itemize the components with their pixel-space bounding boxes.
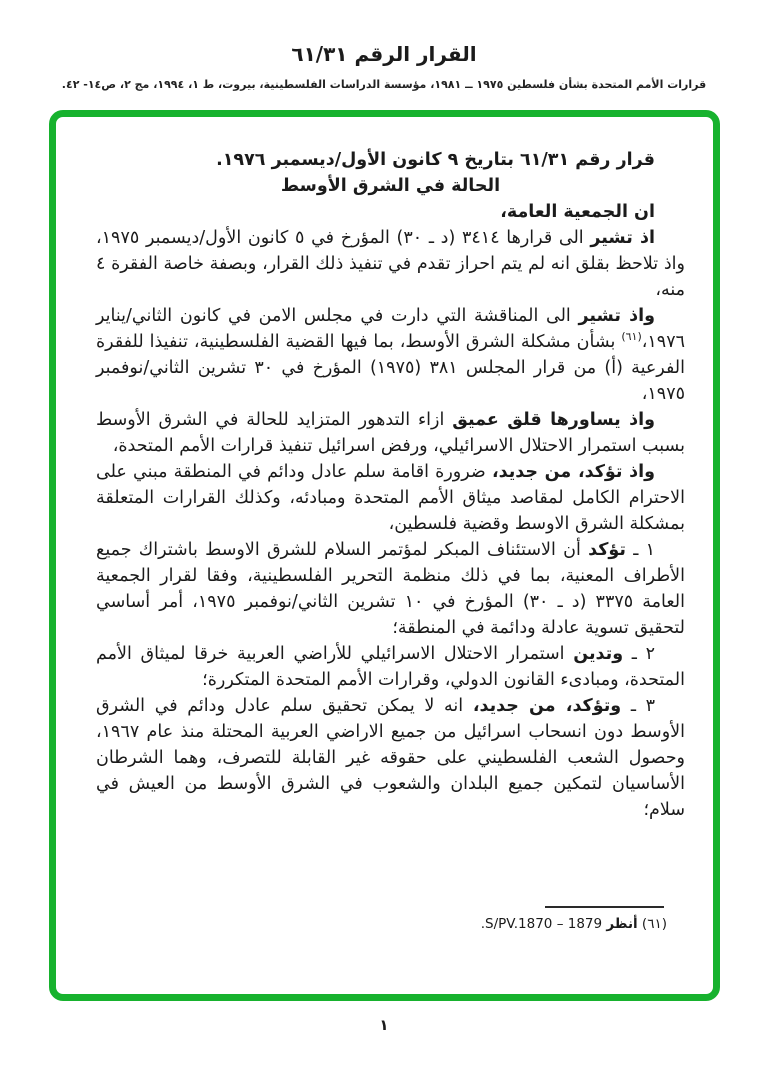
paragraph-lead: واذ تشير — [578, 306, 655, 326]
footnote-verb: أنظر — [606, 916, 638, 932]
page-number: ١ — [379, 1016, 389, 1034]
footnote-divider — [545, 906, 664, 908]
footnote-ref-marker: (٦١) — [621, 330, 642, 344]
paragraph-preamble-2 — [96, 303, 685, 407]
page-title: القرار الرقم ٦١/٣١ — [291, 42, 477, 66]
paragraph-lead: واذ تؤكد، من جديد، — [491, 462, 656, 482]
paragraph-lead: وتؤكد، من جديد، — [472, 696, 622, 716]
item-number: ٢ ـ — [623, 644, 655, 664]
paragraph-preamble-1 — [96, 225, 685, 303]
paragraph-text: أن الاستئناف المبكر لمؤتمر السلام للشرق الاوسط باشتراك جميع الأطراف المعنية، بما في ذلك منظمة التحرير الفلسطينية، وفقا لقرار الجمعية العامة ٣٣٧٥ (د ـ ٣٠) المؤرخ في ١٠ تشرين الثاني/نوفمبر ١٩٧٥، أمر أساسي لتحقيق تسوية عادلة ودائمة في المنطقة؛ — [96, 540, 685, 638]
footnote-marker: (٦١) — [637, 916, 667, 932]
item-number: ٣ ـ — [621, 696, 656, 716]
paragraph-lead: ان الجمعية العامة، — [500, 202, 655, 222]
paragraph-text: الى المناقشة التي دارت في مجلس الامن في كانون الثاني/يناير ١٩٧٦، — [96, 306, 685, 352]
paragraph-lead: واذ يساورها قلق عميق — [452, 410, 655, 430]
paragraph-lead: اذ تشير — [590, 228, 655, 248]
resolution-text — [96, 147, 685, 823]
paragraph-operative-3 — [96, 693, 685, 823]
paragraph-preamble-4 — [96, 459, 685, 537]
paragraph-operative-2 — [96, 641, 685, 693]
source-citation: قرارات الأمم المتحدة بشأن فلسطين ١٩٧٥ ــ ١٩٨١، مؤسسة الدراسات الفلسطينية، بيروت، ط ١، ١٩٩٤، مج ٢، ص١٤- ٤٢. — [61, 78, 707, 91]
paragraph-preamble-3 — [96, 407, 685, 459]
paragraph-lead: تؤكد — [588, 540, 626, 560]
item-number: ١ ـ — [625, 540, 655, 560]
paragraph-general-assembly — [96, 199, 685, 225]
document-frame — [49, 110, 720, 1001]
paragraph-operative-1 — [96, 537, 685, 641]
paragraph-text: انه لا يمكن تحقيق سلم عادل ودائم في الشرق الأوسط دون انسحاب اسرائيل من جميع الاراضي العربية المحتلة منذ عام ١٩٦٧، وحصول الشعب الفلسطيني على حقوقه غير القابلة للتصرف، وهما الشرطان الأساسيان لتمكين جميع البلدان والشعوب في الشرق الأوسط من العيش في سلام؛ — [96, 696, 685, 820]
paragraph-text: ازاء التدهور المتزايد للحالة في الشرق الأوسط بسبب استمرار الاحتلال الاسرائيلي، ورفض اسرائيل تنفيذ قرارات الأمم المتحدة، — [96, 410, 685, 456]
paragraph-text: الى قرارها ٣٤١٤ (د ـ ٣٠) المؤرخ في ٥ كانون الأول/ديسمبر ١٩٧٥، واذ تلاحظ بقلق انه لم يتم احراز تقدم في تنفيذ ذلك القرار، وبصفة خاصة الفقرة ٤ منه، — [96, 228, 685, 300]
paragraph-lead: وتدين — [573, 644, 624, 664]
resolution-intro-line: قرار رقم ٦١/٣١ بتاريخ ٩ كانون الأول/ديسمبر ١٩٧٦. — [216, 150, 655, 170]
paragraph-text: بشأن مشكلة الشرق الأوسط، بما فيها القضية الفلسطينية، تنفيذا للفقرة الفرعية (أ) من قرار المجلس ٣٨١ (١٩٧٥) المؤرخ في ٣٠ تشرين الثاني/نوفمبر ١٩٧٥، — [96, 332, 685, 404]
paragraph-text: استمرار الاحتلال الاسرائيلي للأراضي العربية خرقا لميثاق الأمم المتحدة، ومبادىء القانون الدولي، وقرارات الأمم المتحدة المتكررة؛ — [96, 644, 685, 690]
paragraph-text: ضرورة اقامة سلم عادل ودائم في المنطقة مبني على الاحترام الكامل لمقاصد ميثاق الأمم المتحدة ومبادئه، وكذلك القرارات المتعلقة بمشكلة الشرق الاوسط وقضية فلسطين، — [96, 462, 685, 534]
footnote-reference: S/PV.1870 – 1879. — [480, 916, 607, 932]
resolution-heading: الحالة في الشرق الأوسط — [280, 176, 501, 196]
footnote — [481, 914, 667, 934]
